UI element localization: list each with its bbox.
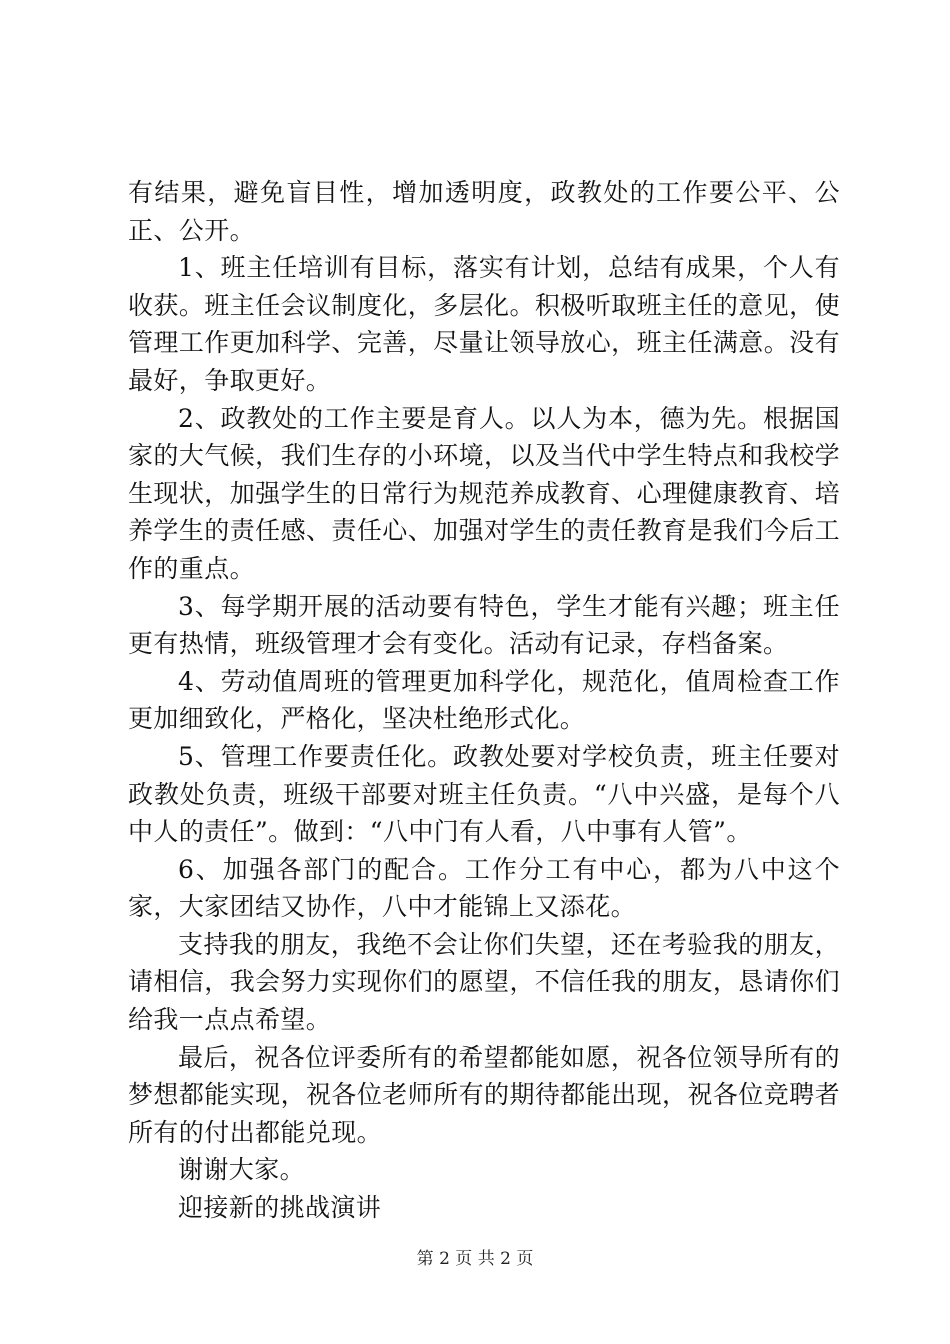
paragraph-item-3: 3、每学期开展的活动要有特色，学生才能有兴趣；班主任更有热情，班级管理才会有变化。活动有记录，存档备案。 xyxy=(128,591,840,659)
paragraph-item-2: 2、政教处的工作主要是育人。以人为本，德为先。根据国家的大气候，我们生存的小环境，以及当代中学生特点和我校学生现状，加强学生的日常行为规范养成教育、心理健康教育、培养学生的责任感、责任心、加强对学生的责任教育是我们今后工作的重点。 xyxy=(128,403,840,583)
page-number-footer: 第 2 页 共 2 页 xyxy=(416,1249,534,1269)
paragraph-support: 支持我的朋友，我绝不会让你们失望，还在考验我的朋友，请相信，我会努力实现你们的愿望，不信任我的朋友，恳请你们给我一点点希望。 xyxy=(128,929,840,1035)
paragraph-title-tail: 迎接新的挑战演讲 xyxy=(178,1193,382,1223)
paragraph-item-1: 1、班主任培训有目标，落实有计划，总结有成果，个人有收获。班主任会议制度化，多层化。积极听取班主任的意见，使管理工作更加科学、完善，尽量让领导放心，班主任满意。没有最好，争取更好。 xyxy=(128,253,840,395)
paragraph-thanks: 谢谢大家。 xyxy=(178,1155,306,1185)
paragraph-item-4: 4、劳动值周班的管理更加科学化，规范化，值周检查工作更加细致化，严格化，坚决杜绝形式化。 xyxy=(128,666,840,734)
paragraph-item-6: 6、加强各部门的配合。工作分工有中心，都为八中这个家，大家团结又协作，八中才能锦上又添花。 xyxy=(128,854,840,922)
document-body xyxy=(128,174,840,1227)
paragraph-item-5: 5、管理工作要责任化。政教处要对学校负责，班主任要对政教处负责，班级干部要对班主任负责。“八中兴盛，是每个八中人的责任”。做到：“八中门有人看，八中事有人管”。 xyxy=(128,741,840,847)
paragraph-closing-wishes: 最后，祝各位评委所有的希望都能如愿，祝各位领导所有的梦想都能实现，祝各位老师所有的期待都能出现，祝各位竞聘者所有的付出都能兑现。 xyxy=(128,1042,840,1147)
paragraph-continuation: 有结果，避免盲目性，增加透明度，政教处的工作要公平、公正、公开。 xyxy=(128,178,840,245)
